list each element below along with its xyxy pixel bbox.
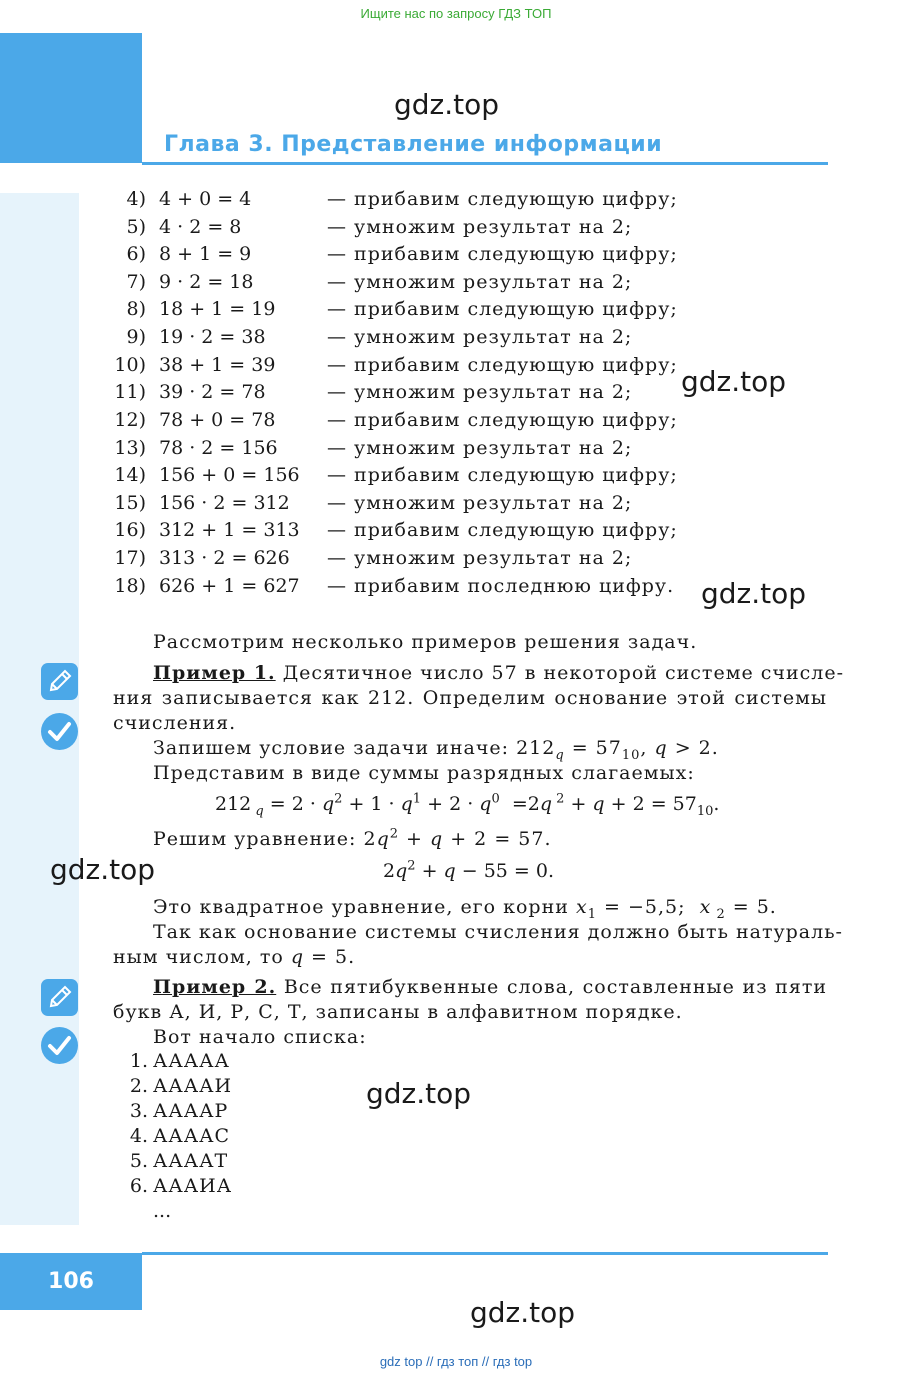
pencil-icon xyxy=(41,979,78,1016)
step-comment: — прибавим следующую цифру; xyxy=(327,188,678,210)
step-comment: — умножим результат на 2; xyxy=(327,437,633,459)
list-ellipsis: ... xyxy=(153,1200,172,1222)
natural-line1: Так как основание системы счисления должно быть натураль- xyxy=(153,921,843,943)
list-number: 4. xyxy=(129,1125,148,1147)
list-word: АААИА xyxy=(153,1175,233,1197)
example1-line1 xyxy=(153,661,844,686)
step-comment: — умножим результат на 2; xyxy=(327,216,633,238)
step-number: 7) xyxy=(126,271,146,293)
step-row xyxy=(112,354,912,382)
list-word: ААААТ xyxy=(153,1150,229,1172)
step-number: 16) xyxy=(114,519,146,541)
step-equation: 313 · 2 = 626 xyxy=(159,547,290,569)
step-row xyxy=(112,409,912,437)
represent-line: Представим в виде суммы разрядных слагаемых: xyxy=(153,762,695,784)
rewrite-text: Запишем условие задачи иначе: xyxy=(153,737,517,759)
solve-text: Решим уравнение: xyxy=(153,828,364,850)
step-number: 17) xyxy=(114,547,146,569)
watermark: gdz.top xyxy=(50,853,156,886)
step-comment: — умножим результат на 2; xyxy=(327,547,633,569)
step-comment: — прибавим следующую цифру; xyxy=(327,519,678,541)
margin-strip xyxy=(0,193,79,1225)
step-comment: — прибавим следующую цифру; xyxy=(327,298,678,320)
roots-text: Это квадратное уравнение, его корни xyxy=(153,896,576,918)
step-number: 18) xyxy=(114,575,146,597)
list-number: 5. xyxy=(129,1150,148,1172)
step-comment: — умножим результат на 2; xyxy=(327,271,633,293)
list-number: 1. xyxy=(129,1050,148,1072)
checkmark-icon xyxy=(41,1027,78,1064)
step-number: 11) xyxy=(114,381,146,403)
step-equation: 312 + 1 = 313 xyxy=(159,519,300,541)
step-equation: 8 + 1 = 9 xyxy=(159,243,252,265)
step-number: 10) xyxy=(114,354,146,376)
list-number: 6. xyxy=(129,1175,148,1197)
step-equation: 4 + 0 = 4 xyxy=(159,188,252,210)
pencil-icon xyxy=(41,663,78,700)
step-number: 9) xyxy=(126,326,146,348)
step-equation: 9 · 2 = 18 xyxy=(159,271,254,293)
step-row xyxy=(112,298,912,326)
example1-label: Пример 1. xyxy=(153,662,276,684)
step-equation: 626 + 1 = 627 xyxy=(159,575,300,597)
step-equation: 4 · 2 = 8 xyxy=(159,216,242,238)
step-row xyxy=(112,437,912,465)
corner-color-block xyxy=(0,33,142,163)
step-row xyxy=(112,547,912,575)
step-number: 12) xyxy=(114,409,146,431)
list-number: 2. xyxy=(129,1075,148,1097)
step-number: 15) xyxy=(114,492,146,514)
example2-line1 xyxy=(153,975,827,1000)
step-row xyxy=(112,188,912,216)
step-row xyxy=(112,243,912,271)
watermark: gdz.top xyxy=(394,88,500,121)
step-row xyxy=(112,216,912,244)
chapter-divider xyxy=(142,162,828,165)
example1-text: Десятичное число 57 в некоторой системе счисле- xyxy=(282,662,844,684)
list-item xyxy=(120,1175,232,1197)
list-item xyxy=(120,1075,232,1097)
step-equation: 38 + 1 = 39 xyxy=(159,354,276,376)
step-number: 8) xyxy=(126,298,146,320)
step-number: 6) xyxy=(126,243,146,265)
natural-line2: ным числом, то q = 5. xyxy=(113,946,356,968)
list-word: ААААИ xyxy=(153,1075,233,1097)
step-equation: 18 + 1 = 19 xyxy=(159,298,276,320)
intro-paragraph: Рассмотрим несколько примеров решения задач. xyxy=(153,631,698,653)
checkmark-icon xyxy=(41,713,78,750)
solve-line: Решим уравнение: $2q^2 + q + 2 = 57$. xyxy=(153,826,552,850)
step-comment: — прибавим следующую цифру; xyxy=(327,409,678,431)
step-number: 14) xyxy=(114,464,146,486)
list-item xyxy=(120,1050,230,1072)
step-equation: 19 · 2 = 38 xyxy=(159,326,266,348)
list-word: ААААР xyxy=(153,1100,229,1122)
step-comment: — умножим результат на 2; xyxy=(327,492,633,514)
step-row xyxy=(112,519,912,547)
rewrite-line: Запишем условие задачи иначе: $212_q = 57_{10}$, q > 2. xyxy=(153,737,719,763)
page-number: 106 xyxy=(0,1253,142,1310)
natural-text: ным числом, то xyxy=(113,946,291,968)
chapter-title: Глава 3. Представление информации xyxy=(164,132,663,157)
step-equation: 39 · 2 = 78 xyxy=(159,381,266,403)
list-word: ААААС xyxy=(153,1125,231,1147)
watermark: gdz.top xyxy=(470,1296,576,1329)
example2-line2: букв А, И, Р, С, Т, записаны в алфавитном порядке. xyxy=(113,1001,683,1023)
quadratic-equation: $2q^2 + q - 55 = 0$. xyxy=(383,858,555,882)
list-intro: Вот начало списка: xyxy=(153,1026,367,1048)
watermark: gdz.top xyxy=(681,365,787,398)
step-row xyxy=(112,271,912,299)
example1-line3: счисления. xyxy=(113,712,237,734)
example1-line2: ния записывается как 212. Определим основание этой системы xyxy=(113,687,827,709)
step-number: 13) xyxy=(114,437,146,459)
example2-label: Пример 2. xyxy=(153,976,277,998)
step-comment: — прибавим следующую цифру; xyxy=(327,243,678,265)
step-row xyxy=(112,492,912,520)
step-equation: 78 + 0 = 78 xyxy=(159,409,276,431)
step-number: 5) xyxy=(126,216,146,238)
step-number: 4) xyxy=(126,188,146,210)
step-equation: 156 · 2 = 312 xyxy=(159,492,290,514)
footer-links[interactable]: gdz top // гдз топ // гдз top xyxy=(379,1354,533,1369)
roots-line: Это квадратное уравнение, его корни $x_1 = -5,5$; x $_2$ = 5. xyxy=(153,896,777,922)
step-comment: — умножим результат на 2; xyxy=(327,381,633,403)
step-comment: — прибавим следующую цифру; xyxy=(327,354,678,376)
list-number: 3. xyxy=(129,1100,148,1122)
step-row xyxy=(112,381,912,409)
list-word: ААААА xyxy=(153,1050,230,1072)
watermark: gdz.top xyxy=(366,1077,472,1110)
step-comment: — прибавим следующую цифру; xyxy=(327,464,678,486)
step-equation: 78 · 2 = 156 xyxy=(159,437,278,459)
sum-formula: 212 $_q = 2 \cdot q^2 + 1 \cdot q^1 + 2 \cdot q^0 =2q$ $^2 + q + 2 = 57_{10}$. xyxy=(215,791,720,819)
search-hint: Ищите нас по запросу ГДЗ ТОП xyxy=(360,6,552,21)
example2-text: Все пятибуквенные слова, составленные из пяти xyxy=(283,976,827,998)
list-item xyxy=(120,1100,228,1122)
step-comment: — умножим результат на 2; xyxy=(327,326,633,348)
footer-divider xyxy=(142,1252,828,1255)
step-row xyxy=(112,464,912,492)
list-item xyxy=(120,1125,230,1147)
step-row xyxy=(112,326,912,354)
list-item xyxy=(120,1150,228,1172)
watermark: gdz.top xyxy=(701,577,807,610)
step-comment: — прибавим последнюю цифру. xyxy=(327,575,675,597)
step-equation: 156 + 0 = 156 xyxy=(159,464,300,486)
